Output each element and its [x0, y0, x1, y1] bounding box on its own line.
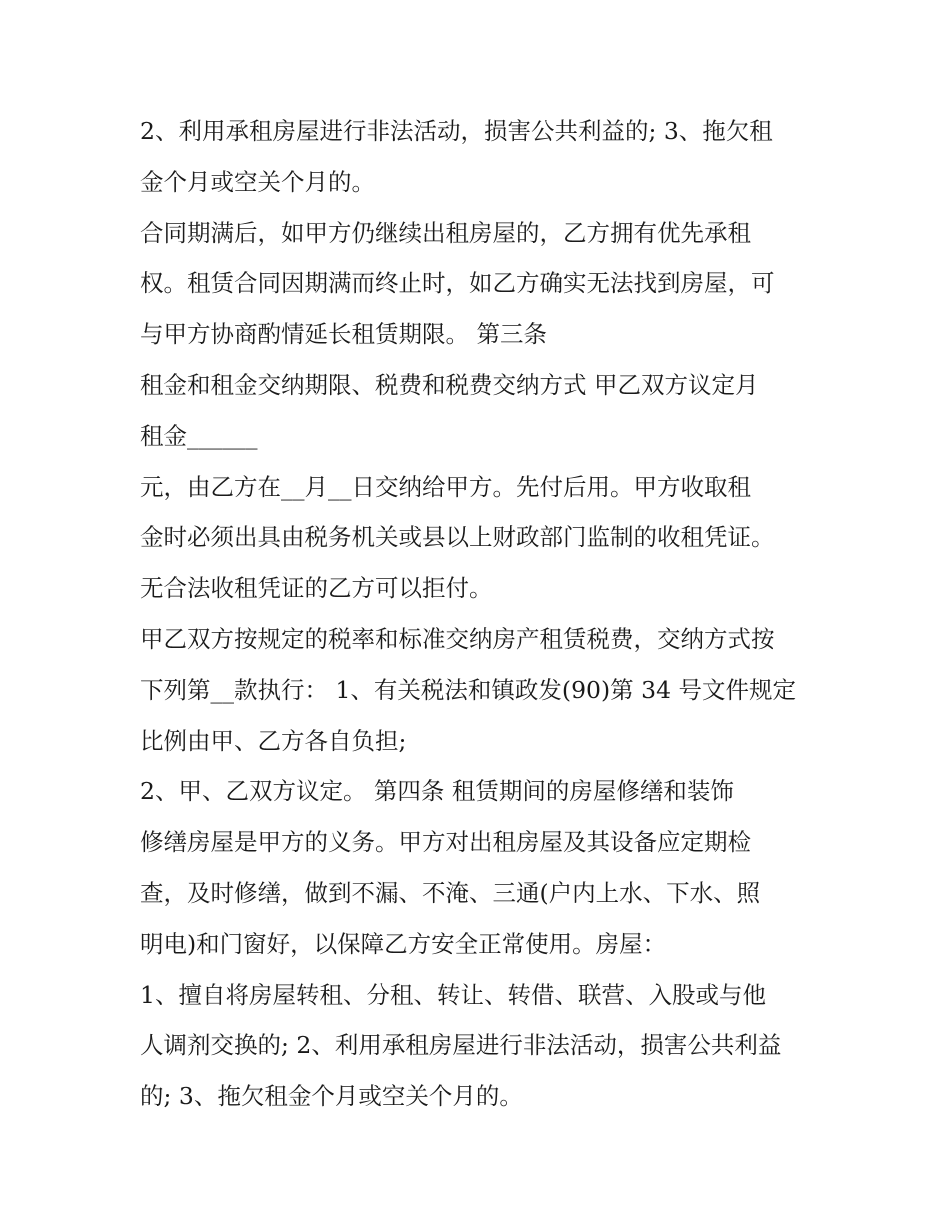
text-line-12: 下列第__款执行： 1、有关税法和镇政发(90)第 34 号文件规定: [140, 675, 797, 704]
text-line-19: 人调剂交换的; 2、利用承租房屋进行非法活动，损害公共利益: [140, 1031, 782, 1060]
text-line-16: 查，及时修缮，做到不漏、不淹、三通(户内上水、下水、照: [140, 878, 761, 907]
text-line-3: 合同期满后，如甲方仍继续出租房屋的，乙方拥有优先承租: [140, 218, 751, 247]
text-line-1: 2、利用承租房屋进行非法活动，损害公共利益的; 3、拖欠租: [140, 117, 773, 145]
text-line-11: 甲乙双方按规定的税率和标准交纳房产租赁税费，交纳方式按: [140, 624, 775, 653]
text-line-7: 租金______: [140, 421, 258, 450]
text-line-15: 修缮房屋是甲方的义务。甲方对出租房屋及其设备应定期检: [140, 828, 751, 857]
text-line-17: 明电)和门窗好，以保障乙方安全正常使用。房屋：: [140, 929, 667, 958]
text-line-5: 与甲方协商酌情延长租赁期限。 第三条: [140, 320, 547, 349]
text-line-4: 权。租赁合同因期满而终止时，如乙方确实无法找到房屋，可: [140, 269, 775, 298]
text-line-13: 比例由甲、乙方各自负担;: [140, 726, 407, 755]
text-line-18: 1、擅自将房屋转租、分租、转让、转借、联营、入股或与他: [140, 980, 766, 1009]
text-line-9: 金时必须出具由税务机关或县以上财政部门监制的收租凭证。: [140, 523, 775, 552]
document-body: [140, 106, 820, 1122]
text-line-14: 2、甲、乙双方议定。 第四条 租赁期间的房屋修缮和装饰: [140, 777, 734, 806]
text-line-6: 租金和租金交纳期限、税费和税费交纳方式 甲乙双方议定月: [140, 370, 759, 399]
text-line-20: 的; 3、拖欠租金个月或空关个月的。: [140, 1082, 523, 1111]
text-line-8: 元，由乙方在__月__日交纳给甲方。先付后用。甲方收取租: [140, 472, 751, 501]
text-line-10: 无合法收租凭证的乙方可以拒付。: [140, 574, 493, 603]
text-line-2: 金个月或空关个月的。: [140, 167, 375, 196]
